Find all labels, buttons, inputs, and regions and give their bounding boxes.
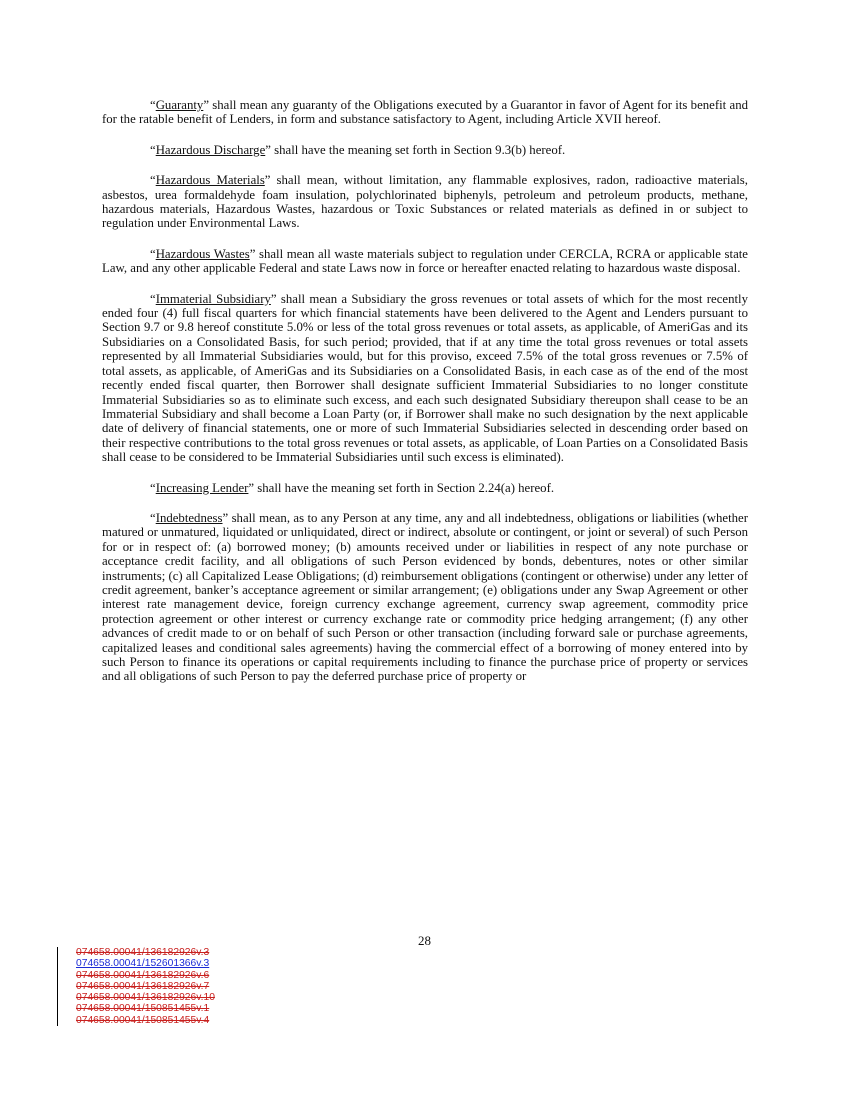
defined-term: Hazardous Materials: [155, 173, 265, 188]
definition-paragraph: “Hazardous Materials” shall mean, without limitation, any flammable explosives, radon, radioactive materials, asbestos, urea formaldehyde foam insulation, polychlorinated biphenyls, petroleum and petroleum products, methane, hazardous materials, Hazardous Wastes, hazardous or Toxic Substances or related materials as defined in or subject to regulation under Environmental Laws.: [102, 173, 748, 231]
definition-text: shall have the meaning set forth in Section 2.24(a) hereof.: [254, 480, 555, 495]
doc-id-deleted: 074658.00041/136182926v.6: [76, 969, 210, 981]
defined-term: Hazardous Wastes: [155, 246, 250, 261]
doc-id-deleted: 074658.00041/136182926v.10: [76, 992, 215, 1004]
definition-text: shall mean, without limitation, any flammable explosives, radon, radioactive materials, asbestos, urea formaldehyde foam insulation, polychlorinated biphenyls, petroleum and petroleum products, methane, hazardous materials, Hazardous Wastes, hazardous or Toxic Substances or related materials as defined in or subject to regulation under Environmental Laws.: [102, 173, 748, 231]
definitions-body: [102, 98, 748, 700]
revision-bar: [57, 947, 58, 1026]
definition-text: shall mean a Subsidiary the gross revenues or total assets of which for the most recently ended four (4) full fiscal quarters for which financial statements have been delivered to the Agent and Lenders pursuant to Section 9.7 or 9.8 hereof constitute 5.0% or less of the total gross revenues or total assets, as applicable, of AmeriGas and its Subsidiaries on a Consolidated Basis, for such period; provided, that if at any time the total gross revenues or total assets represented by all Immaterial Subsidiaries would, but for this proviso, exceed 7.5% of the total gross revenues or 7.5% of total assets, as applicable, of AmeriGas and its Subsidiaries on a Consolidated Basis, in each case as of the end of the most recently ended fiscal quarter, then Borrower shall designate sufficient Immaterial Subsidiaries to no longer constitute Immaterial Subsidiaries so as to eliminate such excess, and each such designated Subsidiary thereupon shall cease to be an Immaterial Subsidiary and shall become a Loan Party (or, if Borrower shall make no such designation by the next applicable date of delivery of financial statements, one or more of such Immaterial Subsidiaries selected in descending order based on their respective contributions to the total gross revenues or total assets, as applicable, of Loan Parties on a Consolidated Basis shall cease to be considered to be Immaterial Subsidiaries until such excess is eliminated).: [102, 291, 748, 465]
doc-id-current: 074658.00041/152601366v.3: [76, 958, 210, 970]
doc-id-deleted: 074658.00041/150851455v.1: [76, 1003, 210, 1015]
definition-paragraph: “Guaranty” shall mean any guaranty of the Obligations executed by a Guarantor in favor of Agent for its benefit and for the ratable benefit of Lenders, in form and substance satisfactory to Agent, including Article XVII hereof.: [102, 98, 748, 127]
definition-paragraph: “Increasing Lender” shall have the meaning set forth in Section 2.24(a) hereof.: [150, 480, 555, 495]
defined-term: Immaterial Subsidiary: [155, 291, 271, 306]
definition-text: shall mean any guaranty of the Obligations executed by a Guarantor in favor of Agent for its benefit and for the ratable benefit of Lenders, in form and substance satisfactory to Agent, including Article XVII hereof.: [102, 98, 748, 127]
doc-id-list: [76, 947, 326, 1026]
definition-text: shall mean, as to any Person at any time, any and all indebtedness, obligations or liabilities (whether matured or unmatured, liquidated or unliquidated, direct or indirect, absolute or contingent, or joint or several) of such Person for or in respect of: (a) borrowed money; (b) amounts received under or liabilities in respect of any note purchase or acceptance credit facility, and all obligations of such Person evidenced by bonds, debentures, notes or other similar instruments; (c) all Capitalized Lease Obligations; (d) reimbursement obligations (contingent or otherwise) under any letter of credit agreement, banker’s acceptance agreement or similar arrangement; (e) obligations under any Swap Agreement or other interest rate management device, foreign currency exchange agreement, currency swap agreement, commodity price protection agreement or other interest or currency exchange rate or commodity price hedging arrangement; (f) any other advances of credit made to or on behalf of such Person or other transaction (including forward sale or purchase agreements, capitalized leases and conditional sales agreements) having the commercial effect of a borrowing of money entered into by such Person to finance its operations or capital requirements including to finance the purchase price of property or services and all obligations of such Person to pay the deferred purchase price of property or: [102, 510, 748, 684]
defined-term: Guaranty: [155, 98, 204, 112]
defined-term: Hazardous Discharge: [155, 142, 266, 157]
definition-paragraph: “Hazardous Discharge” shall have the meaning set forth in Section 9.3(b) hereof.: [150, 142, 566, 157]
doc-id-deleted: 074658.00041/150851455v.4: [76, 1014, 210, 1026]
definition-paragraph: “Indebtedness” shall mean, as to any Person at any time, any and all indebtedness, obligations or liabilities (whether matured or unmatured, liquidated or unliquidated, direct or indirect, absolute or contingent, or joint or several) of such Person for or in respect of: (a) borrowed money; (b) amounts received under or liabilities in respect of any note purchase or acceptance credit facility, and all obligations of such Person evidenced by bonds, debentures, notes or other similar instruments; (c) all Capitalized Lease Obligations; (d) reimbursement obligations (contingent or otherwise) under any letter of credit agreement, banker’s acceptance agreement or similar arrangement; (e) obligations under any Swap Agreement or other interest rate management device, foreign currency exchange agreement, currency swap agreement, commodity price protection agreement or other interest or currency exchange rate or commodity price hedging arrangement; (f) any other advances of credit made to or on behalf of such Person or other transaction (including forward sale or purchase agreements, capitalized leases and conditional sales agreements) having the commercial effect of a borrowing of money entered into by such Person to finance its operations or capital requirements including to finance the purchase price of property or services and all obligations of such Person to pay the deferred purchase price of property or: [102, 510, 748, 684]
definition-paragraph: “Hazardous Wastes” shall mean all waste materials subject to regulation under CERCLA, RCRA or applicable state Law, and any other applicable Federal and state Laws now in force or hereafter enacted relating to hazardous waste disposal.: [102, 246, 748, 276]
page-number: 28: [418, 933, 431, 948]
defined-term: Increasing Lender: [155, 480, 249, 495]
definition-paragraph: “Immaterial Subsidiary” shall mean a Subsidiary the gross revenues or total assets of which for the most recently ended four (4) full fiscal quarters for which financial statements have been delivered to the Agent and Lenders pursuant to Section 9.7 or 9.8 hereof constitute 5.0% or less of the total gross revenues or total assets, as applicable, of AmeriGas and its Subsidiaries on a Consolidated Basis, for such period; provided, that if at any time the total gross revenues or total assets represented by all Immaterial Subsidiaries would, but for this proviso, exceed 7.5% of the total gross revenues or 7.5% of total assets, as applicable, of AmeriGas and its Subsidiaries on a Consolidated Basis, in each case as of the end of the most recently ended fiscal quarter, then Borrower shall designate sufficient Immaterial Subsidiaries to no longer constitute Immaterial Subsidiaries so as to eliminate such excess, and each such designated Subsidiary thereupon shall cease to be an Immaterial Subsidiary and shall become a Loan Party (or, if Borrower shall make no such designation by the next applicable date of delivery of financial statements, one or more of such Immaterial Subsidiaries selected in descending order based on their respective contributions to the total gross revenues or total assets, as applicable, of Loan Parties on a Consolidated Basis shall cease to be considered to be Immaterial Subsidiaries until such excess is eliminated).: [102, 291, 748, 465]
doc-id-deleted: 074658.00041/136182926v.7: [76, 980, 210, 992]
doc-id-deleted: 074658.00041/136182926v.3: [76, 947, 210, 958]
definition-text: shall have the meaning set forth in Section 9.3(b) hereof.: [270, 142, 566, 157]
defined-term: Indebtedness: [155, 510, 223, 525]
definition-text: shall mean all waste materials subject to regulation under CERCLA, RCRA or applicable state Law, and any other applicable Federal and state Laws now in force or hereafter enacted relating to hazardous waste disposal.: [102, 246, 748, 276]
